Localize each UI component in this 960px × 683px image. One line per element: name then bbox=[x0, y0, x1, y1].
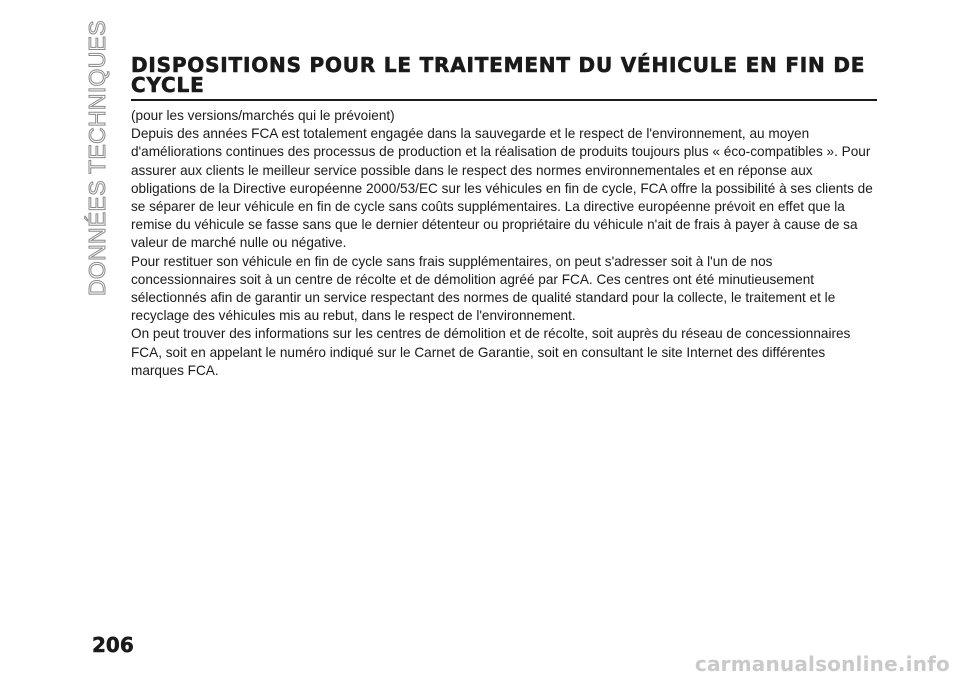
watermark-text: carmanualsonline.info bbox=[694, 652, 950, 676]
body-paragraph-scope-note: (pour les versions/marchés qui le prévoient) bbox=[131, 108, 395, 123]
body-paragraph-restitution: Pour restituer son véhicule en fin de cycle sans frais supplémentaires, on peut s'adresser soit à l'un de nos concessionnaires soit à un centre de récolte et de démolition agréé par FCA. Ces centres ont été minutieusement sélectionnés afin de garantir un service respectant des normes de qualité standard pour la collecte, le traitement et le recyclage des véhicules mis au rebut, dans le respect de l'environnement. bbox=[131, 253, 836, 324]
body-paragraph-commitment: Depuis des années FCA est totalement engagée dans la sauvegarde et le respect de l'environnement, au moyen d'améliorations continues des processus de production et la réalisation de produits toujours plus « éco-compatibles ». Pour assurer aux clients le meilleur service possible dans le respect des normes environnementales et en réponse aux obligations de la Directive européenne 2000/53/EC sur les véhicules en fin de cycle, FCA offre la possibilité à ses clients de se séparer de leur véhicule en fin de cycle sans coûts supplémentaires. La directive européenne prévoit en effet que la remise du véhicule se fasse sans que le dernier détenteur ou propriétaire du véhicule n'ait de frais à payer à cause de sa valeur de marché nulle ou négative. bbox=[131, 126, 873, 251]
chapter-side-label: DONNÉES TECHNIQUES bbox=[84, 20, 110, 296]
section-body bbox=[131, 107, 877, 380]
section-title: DISPOSITIONS POUR LE TRAITEMENT DU VÉHICULE EN FIN DE CYCLE bbox=[131, 55, 877, 101]
body-paragraph-information: On peut trouver des informations sur les centres de démolition et de récolte, soit auprès du réseau de concessionnaires FCA, soit en appelant le numéro indiqué sur le Carnet de Garantie, soit en consultant le site Internet des différentes marques FCA. bbox=[131, 326, 851, 378]
page-number: 206 bbox=[92, 633, 134, 657]
chapter-side-tab bbox=[80, 20, 120, 300]
section-content bbox=[131, 55, 877, 380]
